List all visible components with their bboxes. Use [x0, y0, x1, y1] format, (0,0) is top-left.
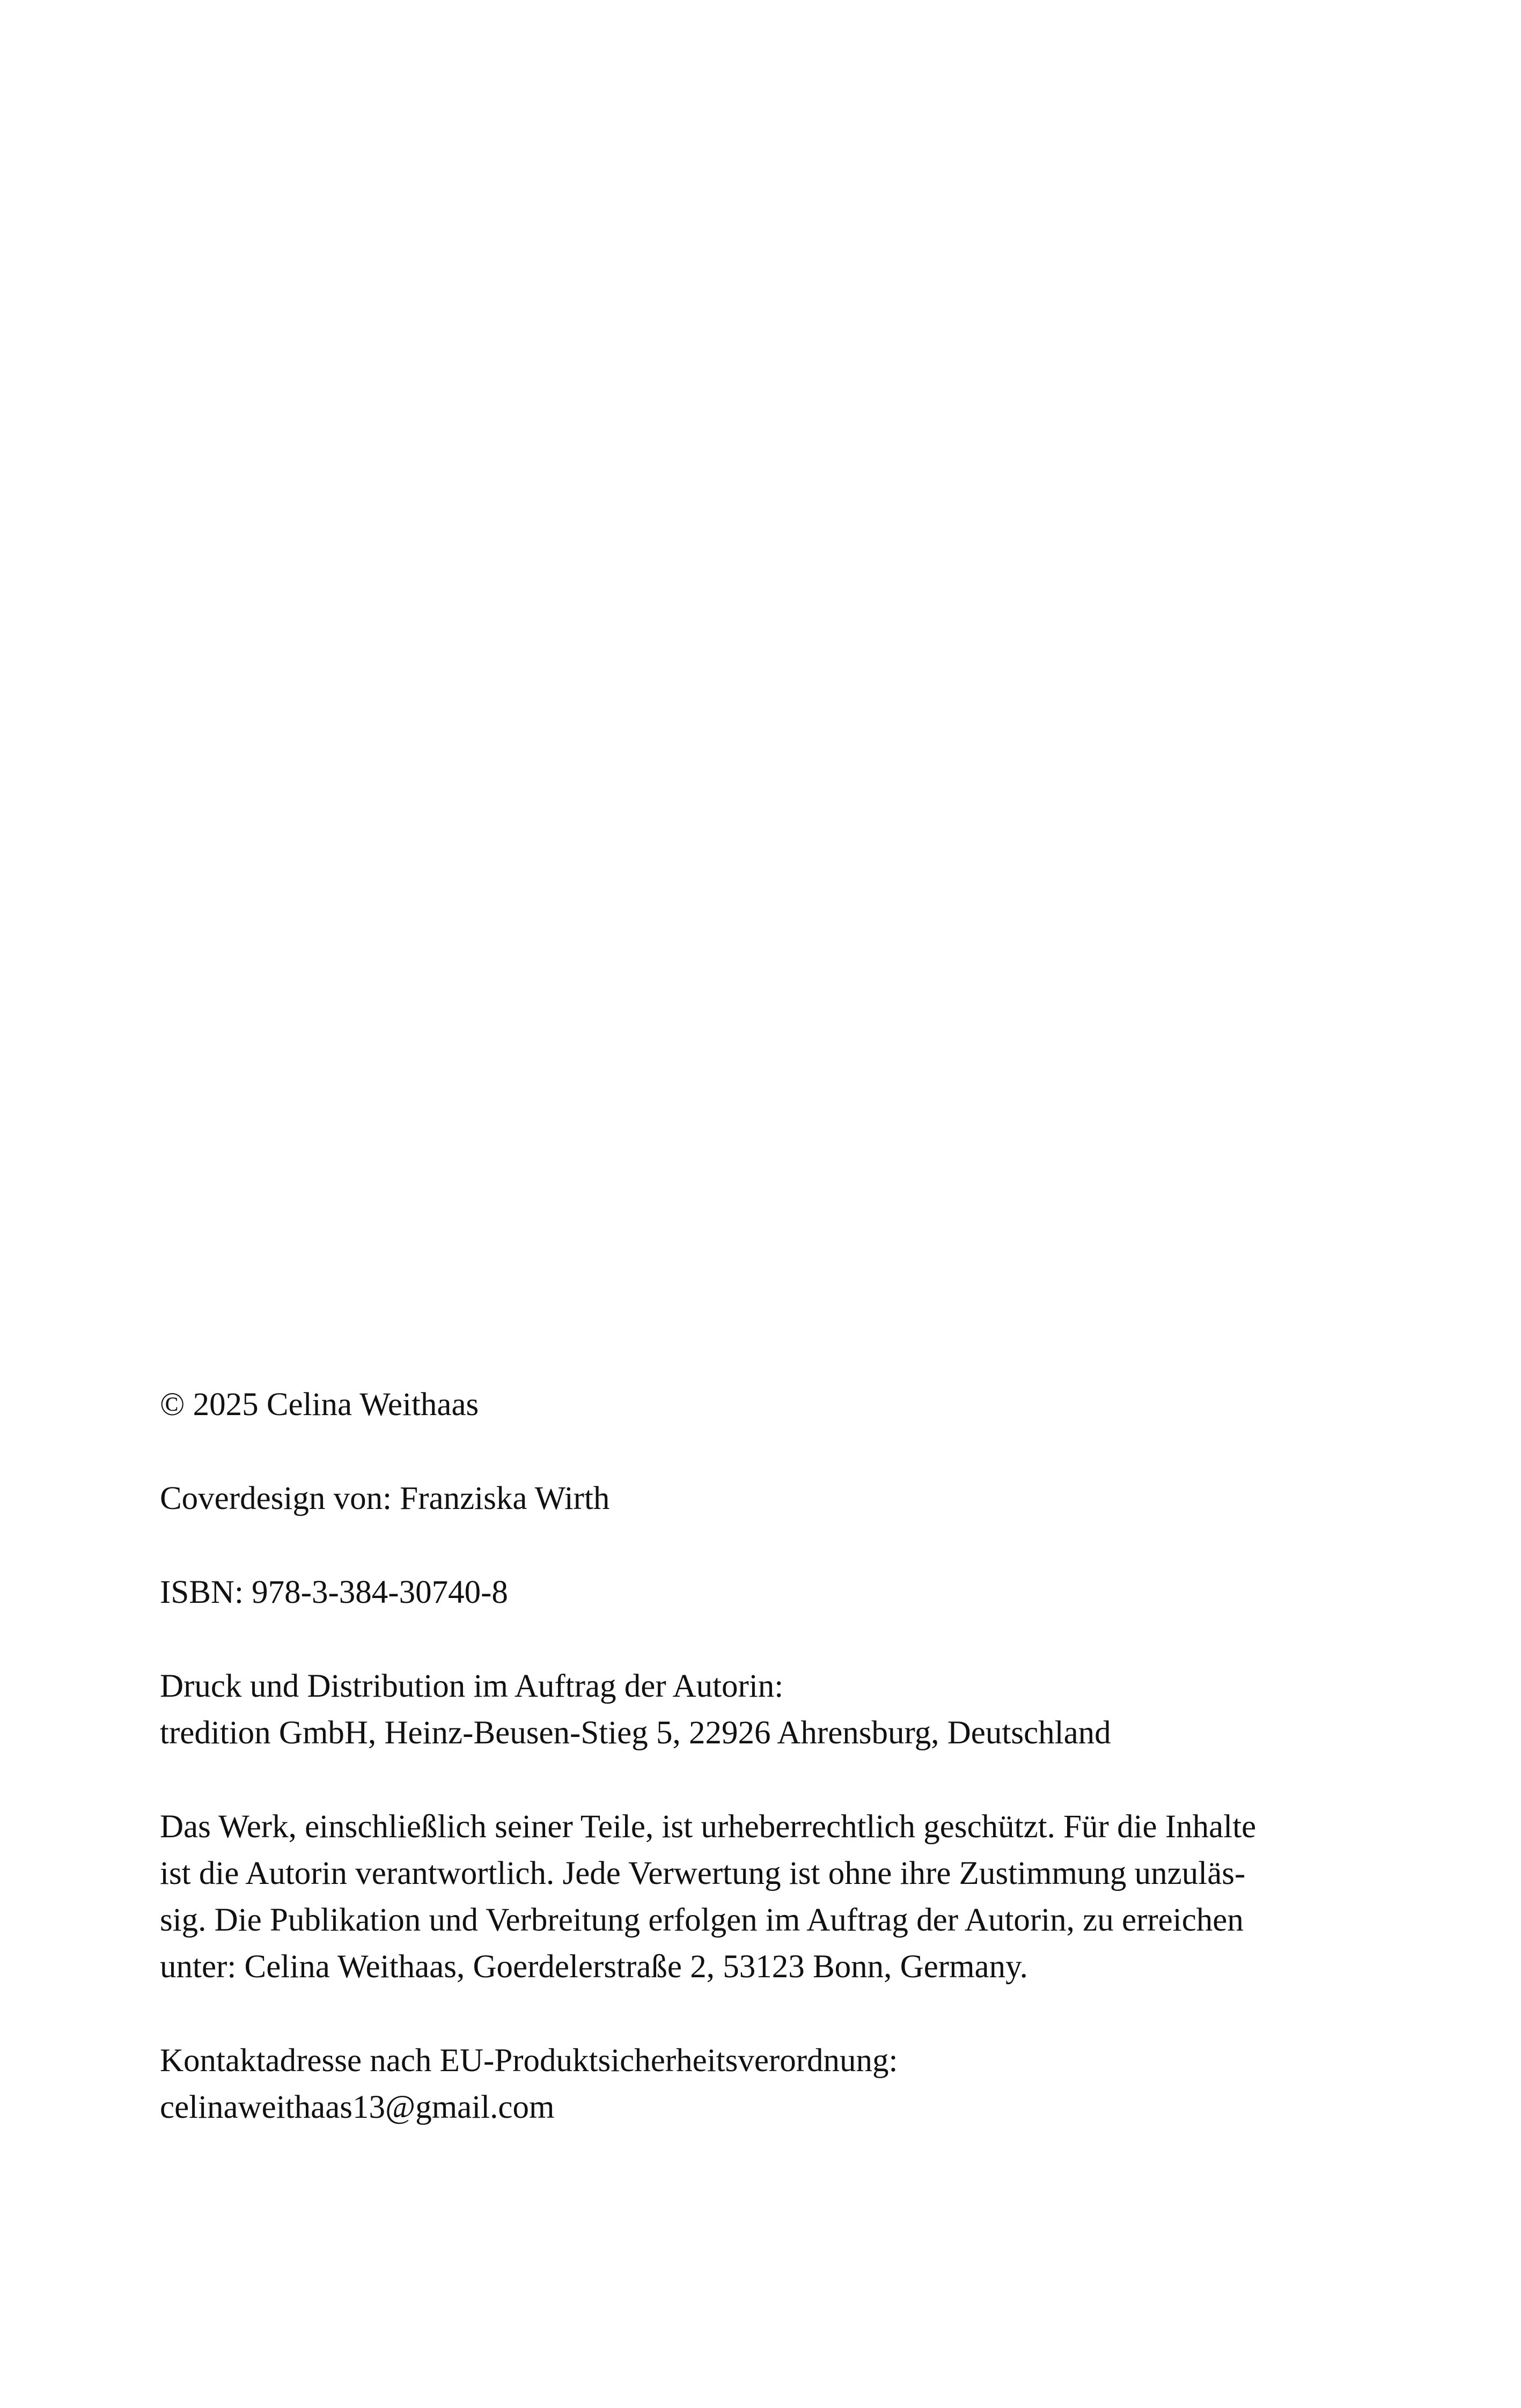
contact-email: celinaweithaas13@gmail.com	[160, 2089, 555, 2125]
print-distribution-line: Druck und Distribution im Auftrag der Autorin:	[160, 1668, 784, 1704]
isbn	[160, 1569, 1372, 1616]
print-distribution	[160, 1663, 1372, 1756]
legal-notice-line: sig. Die Publikation und Verbreitung erfolgen im Auftrag der Autorin, zu erreichen	[160, 1902, 1244, 1938]
spacer	[160, 1990, 1372, 2037]
imprint-section	[160, 1381, 1372, 2131]
legal-notice-line: ist die Autorin verantwortlich. Jede Verwertung ist ohne ihre Zustimmung unzuläs-	[160, 1855, 1246, 1891]
spacer	[160, 1756, 1372, 1803]
publisher-address-line: tredition GmbH, Heinz-Beusen-Stieg 5, 22926 Ahrensburg, Deutschland	[160, 1715, 1111, 1751]
cover-design-credit	[160, 1475, 1372, 1522]
contact-info	[160, 2037, 1372, 2131]
legal-notice-line: Das Werk, einschließlich seiner Teile, ist urheberrechtlich geschützt. Für die Inhalte	[160, 1809, 1257, 1845]
copyright-text: © 2025 Celina Weithaas	[160, 1387, 479, 1423]
legal-notice	[160, 1803, 1372, 1990]
copyright-notice	[160, 1381, 1372, 1428]
isbn-text: ISBN: 978-3-384-30740-8	[160, 1574, 508, 1610]
cover-design-text: Coverdesign von: Franziska Wirth	[160, 1481, 610, 1516]
contact-heading: Kontaktadresse nach EU-Produktsicherheitsverordnung:	[160, 2043, 898, 2079]
spacer	[160, 1522, 1372, 1569]
spacer	[160, 1428, 1372, 1475]
spacer	[160, 1616, 1372, 1663]
legal-notice-line: unter: Celina Weithaas, Goerdelerstraße 2, 53123 Bonn, Germany.	[160, 1949, 1028, 1985]
